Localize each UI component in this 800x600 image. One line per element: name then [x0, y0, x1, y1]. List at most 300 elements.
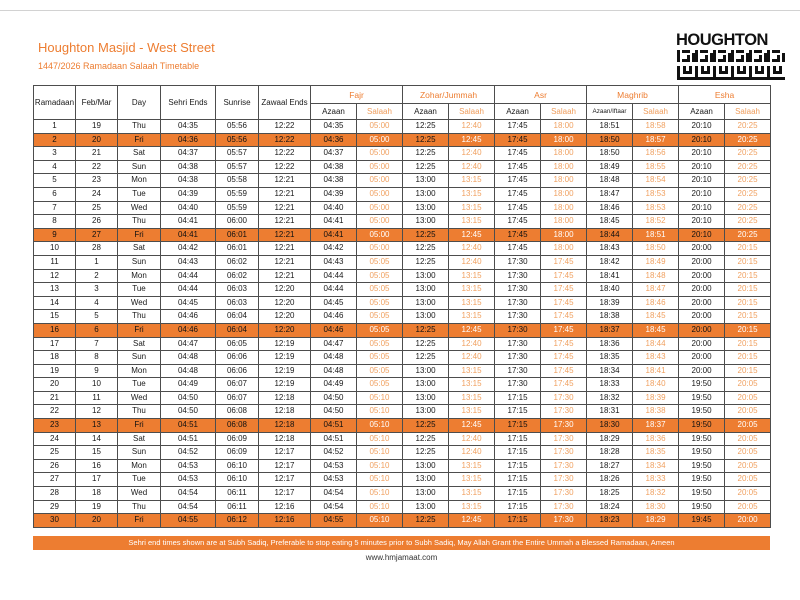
timetable-cell: 06:09	[216, 446, 259, 460]
timetable-cell: 20:05	[725, 391, 771, 405]
page-title: Houghton Masjid - West Street	[38, 40, 215, 55]
timetable-cell: 18:00	[541, 228, 587, 242]
timetable-cell: 04:48	[311, 351, 357, 365]
timetable-cell: 04:48	[161, 364, 216, 378]
timetable-cell: 18:39	[587, 296, 633, 310]
timetable-cell: 1	[76, 255, 118, 269]
timetable-cell: 20:25	[725, 133, 771, 147]
timetable-cell: 18:48	[587, 174, 633, 188]
timetable-cell: 17:30	[495, 269, 541, 283]
timetable-cell: 20:05	[725, 378, 771, 392]
timetable-cell: 04:51	[161, 419, 216, 433]
timetable-cell: 18:47	[633, 283, 679, 297]
timetable-cell: 04:35	[311, 120, 357, 134]
timetable-cell: 05:00	[357, 201, 403, 215]
timetable-cell: 06:06	[216, 364, 259, 378]
timetable-cell: 13:15	[449, 187, 495, 201]
timetable-cell: 20:05	[725, 459, 771, 473]
group-header-asr: Asr	[495, 86, 587, 104]
timetable-cell: 20:05	[725, 405, 771, 419]
timetable-cell: Thu	[118, 500, 161, 514]
timetable-cell: 16	[34, 323, 76, 337]
timetable-cell: 17:30	[541, 391, 587, 405]
timetable-cell: 04:41	[161, 228, 216, 242]
timetable-cell: Fri	[118, 514, 161, 528]
timetable-cell: 05:00	[357, 174, 403, 188]
timetable-cell: 18:00	[541, 201, 587, 215]
timetable-cell: 11	[76, 391, 118, 405]
timetable-cell: 19:50	[679, 459, 725, 473]
timetable-cell: Sat	[118, 242, 161, 256]
timetable-cell: 12:20	[259, 323, 311, 337]
timetable-cell: 13:15	[449, 391, 495, 405]
timetable-cell: 12:25	[403, 228, 449, 242]
timetable-cell: 04:42	[161, 242, 216, 256]
timetable-cell: 20	[76, 514, 118, 528]
timetable-cell: 6	[76, 323, 118, 337]
timetable-cell: 20:00	[679, 242, 725, 256]
timetable-cell: 18:44	[633, 337, 679, 351]
timetable-cell: 06:06	[216, 351, 259, 365]
timetable-cell: 05:56	[216, 133, 259, 147]
timetable-cell: 13:15	[449, 283, 495, 297]
timetable-cell: 1	[34, 120, 76, 134]
timetable-cell: 06:04	[216, 310, 259, 324]
timetable-cell: 3	[34, 147, 76, 161]
timetable-cell: 13:15	[449, 269, 495, 283]
timetable-cell: 05:10	[357, 487, 403, 501]
timetable-cell: 12:45	[449, 419, 495, 433]
timetable-cell: 12:25	[403, 432, 449, 446]
timetable-cell: 18:41	[587, 269, 633, 283]
timetable-cell: 12:20	[259, 283, 311, 297]
timetable-cell: 18:46	[633, 296, 679, 310]
timetable-cell: 17:30	[495, 337, 541, 351]
table-row	[34, 378, 771, 392]
timetable-cell: 20:15	[725, 337, 771, 351]
sub-header-asr-salaah: Salaah	[541, 104, 587, 120]
timetable-cell: 06:08	[216, 405, 259, 419]
timetable-cell: 21	[76, 147, 118, 161]
timetable-cell: 16	[76, 459, 118, 473]
timetable-cell: 17:30	[541, 405, 587, 419]
timetable-cell: 25	[34, 446, 76, 460]
timetable-cell: 18:43	[587, 242, 633, 256]
timetable-cell: 05:05	[357, 310, 403, 324]
group-header-zohar-jummah: Zohar/Jummah	[403, 86, 495, 104]
timetable-cell: 17:30	[495, 364, 541, 378]
timetable-cell: 13:15	[449, 473, 495, 487]
timetable-cell: 18:53	[633, 201, 679, 215]
timetable-cell: 17:30	[541, 473, 587, 487]
timetable-cell: 20:00	[679, 269, 725, 283]
timetable-cell: 06:02	[216, 255, 259, 269]
timetable-cell: 06:04	[216, 323, 259, 337]
timetable-cell: 20:00	[679, 255, 725, 269]
timetable-cell: 20:10	[679, 187, 725, 201]
timetable-cell: 13:15	[449, 310, 495, 324]
timetable-cell: 12:40	[449, 147, 495, 161]
timetable-cell: 19:50	[679, 419, 725, 433]
timetable-cell: 13:00	[403, 473, 449, 487]
timetable-cell: 15	[76, 446, 118, 460]
timetable-cell: 18:00	[541, 133, 587, 147]
timetable-cell: 05:10	[357, 419, 403, 433]
timetable-cell: 04:36	[311, 133, 357, 147]
kufic-calligraphy-icon	[676, 50, 788, 80]
timetable-cell: 19:50	[679, 405, 725, 419]
sub-header-maghrib-azaan-iftaar: Azaan/Iftaar	[587, 104, 633, 120]
table-row	[34, 120, 771, 134]
sub-header-esha-salaah: Salaah	[725, 104, 771, 120]
timetable-cell: 12:40	[449, 255, 495, 269]
timetable-cell: 12:20	[259, 310, 311, 324]
timetable-cell: 06:07	[216, 391, 259, 405]
timetable-cell: 20:15	[725, 242, 771, 256]
timetable-cell: 12:25	[403, 255, 449, 269]
timetable-cell: 18:57	[633, 133, 679, 147]
timetable-cell: 17:30	[541, 419, 587, 433]
timetable-cell: 9	[76, 364, 118, 378]
timetable-cell: 04:41	[311, 228, 357, 242]
timetable-cell: 04:45	[311, 296, 357, 310]
timetable-cell: 12:40	[449, 432, 495, 446]
timetable-cell: 20:10	[679, 228, 725, 242]
timetable-cell: 04:38	[161, 174, 216, 188]
col-header-sunrise: Sunrise	[216, 86, 259, 120]
timetable-cell: 13:15	[449, 487, 495, 501]
sub-header-zohar-salaah: Salaah	[449, 104, 495, 120]
timetable-cell: 20:05	[725, 473, 771, 487]
timetable-cell: Mon	[118, 364, 161, 378]
salaah-timetable-table	[33, 85, 771, 528]
timetable-cell: 18:47	[587, 187, 633, 201]
timetable-cell: 18:52	[633, 215, 679, 229]
timetable-cell: 17:45	[495, 242, 541, 256]
timetable-cell: 13:15	[449, 215, 495, 229]
col-header-day: Day	[118, 86, 161, 120]
timetable-cell: 04:50	[311, 391, 357, 405]
logo-wordmark: HOUGHTON	[676, 31, 768, 49]
timetable-cell: 18:36	[633, 432, 679, 446]
timetable-cell: 17:45	[541, 337, 587, 351]
timetable-cell: 19:50	[679, 446, 725, 460]
timetable-cell: 12:25	[403, 419, 449, 433]
timetable-cell: 04:54	[161, 500, 216, 514]
timetable-cell: 20:15	[725, 296, 771, 310]
timetable-cell: 12:45	[449, 323, 495, 337]
timetable-cell: 17:30	[495, 351, 541, 365]
timetable-cell: 04:39	[161, 187, 216, 201]
timetable-cell: 05:56	[216, 120, 259, 134]
timetable-cell: 18:39	[633, 391, 679, 405]
timetable-cell: 6	[34, 187, 76, 201]
timetable-cell: 8	[34, 215, 76, 229]
timetable-cell: 17:15	[495, 419, 541, 433]
houghton-logo	[676, 32, 790, 80]
timetable-cell: 24	[76, 187, 118, 201]
timetable-cell: 05:00	[357, 228, 403, 242]
timetable-cell: 17:30	[541, 514, 587, 528]
timetable-cell: 13:00	[403, 310, 449, 324]
timetable-cell: 27	[76, 228, 118, 242]
timetable-cell: 12:25	[403, 147, 449, 161]
timetable-cell: 20:25	[725, 174, 771, 188]
timetable-cell: 17:30	[495, 283, 541, 297]
table-row	[34, 215, 771, 229]
timetable-cell: 18:51	[633, 228, 679, 242]
timetable-cell: 18:34	[587, 364, 633, 378]
timetable-cell: 12:17	[259, 459, 311, 473]
timetable-cell: 20:25	[725, 147, 771, 161]
timetable-cell: 12:19	[259, 364, 311, 378]
timetable-cell: 05:58	[216, 174, 259, 188]
timetable-cell: 17:45	[541, 351, 587, 365]
timetable-cell: 05:05	[357, 323, 403, 337]
timetable-cell: 05:05	[357, 269, 403, 283]
timetable-cell: 04:54	[311, 487, 357, 501]
timetable-cell: 12:17	[259, 446, 311, 460]
timetable-cell: 04:44	[161, 269, 216, 283]
timetable-cell: 20	[34, 378, 76, 392]
timetable-cell: 06:03	[216, 283, 259, 297]
timetable-cell: 18:00	[541, 174, 587, 188]
timetable-cell: 20:00	[679, 364, 725, 378]
timetable-cell: 12:22	[259, 133, 311, 147]
timetable-cell: 04:48	[161, 351, 216, 365]
timetable-cell: 04:54	[161, 487, 216, 501]
timetable-cell: 04:51	[161, 432, 216, 446]
timetable-cell: 04:53	[311, 459, 357, 473]
timetable-cell: 12:18	[259, 405, 311, 419]
timetable-cell: 20:15	[725, 255, 771, 269]
timetable-cell: 12:40	[449, 351, 495, 365]
timetable-cell: 04:50	[311, 405, 357, 419]
col-header-zawaal-ends: Zawaal Ends	[259, 86, 311, 120]
timetable-cell: 05:10	[357, 405, 403, 419]
timetable-cell: 20:05	[725, 419, 771, 433]
timetable-cell: 4	[34, 160, 76, 174]
timetable-cell: 20:00	[679, 337, 725, 351]
timetable-cell: 18:49	[587, 160, 633, 174]
timetable-cell: 04:44	[311, 283, 357, 297]
timetable-cell: 18:00	[541, 215, 587, 229]
timetable-cell: 12:25	[403, 242, 449, 256]
sub-header-zohar-azaan: Azaan	[403, 104, 449, 120]
timetable-cell: 17:30	[541, 459, 587, 473]
timetable-cell: 18:40	[633, 378, 679, 392]
timetable-cell: 12:18	[259, 432, 311, 446]
timetable-cell: 17:30	[541, 500, 587, 514]
timetable-cell: 17:15	[495, 432, 541, 446]
timetable-cell: 04:53	[161, 459, 216, 473]
timetable-cell: 17:45	[541, 364, 587, 378]
timetable-cell: 04:46	[161, 310, 216, 324]
timetable-cell: Mon	[118, 459, 161, 473]
timetable-cell: 05:59	[216, 187, 259, 201]
timetable-cell: Mon	[118, 174, 161, 188]
timetable-cell: 12:22	[259, 120, 311, 134]
timetable-cell: 05:57	[216, 160, 259, 174]
timetable-cell: 19:50	[679, 432, 725, 446]
timetable-cell: 13:15	[449, 201, 495, 215]
timetable-cell: 18:36	[587, 337, 633, 351]
timetable-cell: 12:21	[259, 174, 311, 188]
timetable-cell: 12:21	[259, 215, 311, 229]
timetable-cell: 12:21	[259, 269, 311, 283]
timetable-cell: 20:00	[679, 351, 725, 365]
sub-header-esha-azaan: Azaan	[679, 104, 725, 120]
sub-header-asr-azaan: Azaan	[495, 104, 541, 120]
timetable-cell: 04:49	[161, 378, 216, 392]
timetable-cell: Wed	[118, 296, 161, 310]
timetable-cell: 15	[34, 310, 76, 324]
timetable-cell: Mon	[118, 269, 161, 283]
timetable-cell: 12:45	[449, 133, 495, 147]
timetable-cell: 12:21	[259, 187, 311, 201]
table-row	[34, 242, 771, 256]
timetable-cell: 12	[76, 405, 118, 419]
timetable-cell: 20:25	[725, 201, 771, 215]
timetable-cell: Thu	[118, 215, 161, 229]
timetable-cell: 06:02	[216, 269, 259, 283]
table-row	[34, 201, 771, 215]
timetable-cell: 20:00	[679, 323, 725, 337]
timetable-cell: 18:23	[587, 514, 633, 528]
timetable-cell: 29	[34, 500, 76, 514]
table-row	[34, 500, 771, 514]
timetable-cell: 20:00	[725, 514, 771, 528]
timetable-cell: 06:01	[216, 242, 259, 256]
timetable-cell: 18:42	[587, 255, 633, 269]
timetable-cell: 18:43	[633, 351, 679, 365]
timetable-cell: 13:00	[403, 296, 449, 310]
timetable-cell: 04:51	[311, 432, 357, 446]
timetable-cell: 04:46	[311, 323, 357, 337]
timetable-cell: 04:36	[161, 133, 216, 147]
timetable-cell: Sat	[118, 337, 161, 351]
timetable-cell: 04:53	[311, 473, 357, 487]
timetable-cell: 4	[76, 296, 118, 310]
timetable-cell: 17:45	[541, 378, 587, 392]
timetable-cell: 18:58	[633, 120, 679, 134]
timetable-cell: 05:05	[357, 283, 403, 297]
timetable-cell: 18:40	[587, 283, 633, 297]
sub-header-fajr-salaah: Salaah	[357, 104, 403, 120]
timetable-cell: 12:16	[259, 514, 311, 528]
timetable-cell: 04:37	[161, 147, 216, 161]
timetable-cell: 2	[34, 133, 76, 147]
timetable-cell: 04:43	[161, 255, 216, 269]
timetable-cell: 18:37	[587, 323, 633, 337]
timetable-cell: 20:25	[725, 160, 771, 174]
timetable-cell: Sun	[118, 351, 161, 365]
timetable-cell: 10	[34, 242, 76, 256]
table-row	[34, 459, 771, 473]
timetable-cell: 13:00	[403, 364, 449, 378]
timetable-cell: 05:10	[357, 500, 403, 514]
timetable-cell: 14	[34, 296, 76, 310]
timetable-cell: 04:55	[311, 514, 357, 528]
timetable	[33, 85, 771, 528]
timetable-cell: 20:25	[725, 120, 771, 134]
table-row	[34, 405, 771, 419]
timetable-cell: 20:15	[725, 269, 771, 283]
timetable-cell: 27	[34, 473, 76, 487]
timetable-cell: 18:45	[587, 215, 633, 229]
table-row	[34, 147, 771, 161]
timetable-cell: 12:40	[449, 120, 495, 134]
timetable-cell: 20:15	[725, 323, 771, 337]
timetable-cell: 17:45	[495, 215, 541, 229]
col-header-febmar: Feb/Mar	[76, 86, 118, 120]
group-header-maghrib: Maghrib	[587, 86, 679, 104]
timetable-cell: 17:45	[541, 296, 587, 310]
timetable-cell: 20:15	[725, 310, 771, 324]
timetable-cell: 20:05	[725, 432, 771, 446]
website-url: www.hmjamaat.com	[365, 553, 438, 562]
timetable-cell: 26	[34, 459, 76, 473]
timetable-cell: 20:25	[725, 228, 771, 242]
timetable-cell: 17:15	[495, 500, 541, 514]
timetable-cell: 05:05	[357, 296, 403, 310]
timetable-cell: 20:10	[679, 133, 725, 147]
timetable-cell: 8	[76, 351, 118, 365]
table-row	[34, 351, 771, 365]
timetable-cell: 06:10	[216, 473, 259, 487]
timetable-cell: 20:05	[725, 500, 771, 514]
timetable-cell: 18:50	[633, 242, 679, 256]
timetable-cell: 17:30	[541, 432, 587, 446]
timetable-cell: 12:25	[403, 514, 449, 528]
timetable-cell: 7	[34, 201, 76, 215]
table-row	[34, 432, 771, 446]
timetable-cell: 18	[34, 351, 76, 365]
timetable-cell: 17:15	[495, 446, 541, 460]
timetable-cell: 12:18	[259, 391, 311, 405]
timetable-cell: 18:29	[633, 514, 679, 528]
timetable-cell: 19	[76, 120, 118, 134]
timetable-cell: 18:38	[633, 405, 679, 419]
timetable-cell: 17:15	[495, 405, 541, 419]
timetable-cell: 12:25	[403, 160, 449, 174]
table-row	[34, 337, 771, 351]
timetable-cell: 30	[34, 514, 76, 528]
timetable-cell: 17:45	[495, 147, 541, 161]
timetable-cell: 17:30	[495, 255, 541, 269]
timetable-cell: 12:40	[449, 160, 495, 174]
timetable-cell: Wed	[118, 391, 161, 405]
table-row	[34, 391, 771, 405]
timetable-cell: Tue	[118, 378, 161, 392]
timetable-cell: 19	[34, 364, 76, 378]
timetable-cell: 17:15	[495, 459, 541, 473]
timetable-cell: 17:45	[495, 133, 541, 147]
timetable-cell: 18:35	[587, 351, 633, 365]
timetable-cell: Sat	[118, 432, 161, 446]
timetable-cell: 06:03	[216, 296, 259, 310]
timetable-cell: 19:45	[679, 514, 725, 528]
timetable-cell: 19:50	[679, 487, 725, 501]
timetable-cell: 04:43	[311, 255, 357, 269]
timetable-cell: 05:10	[357, 514, 403, 528]
table-row	[34, 160, 771, 174]
timetable-cell: 06:00	[216, 215, 259, 229]
timetable-cell: 13:15	[449, 174, 495, 188]
timetable-cell: 04:52	[311, 446, 357, 460]
timetable-cell: Fri	[118, 419, 161, 433]
table-row	[34, 310, 771, 324]
